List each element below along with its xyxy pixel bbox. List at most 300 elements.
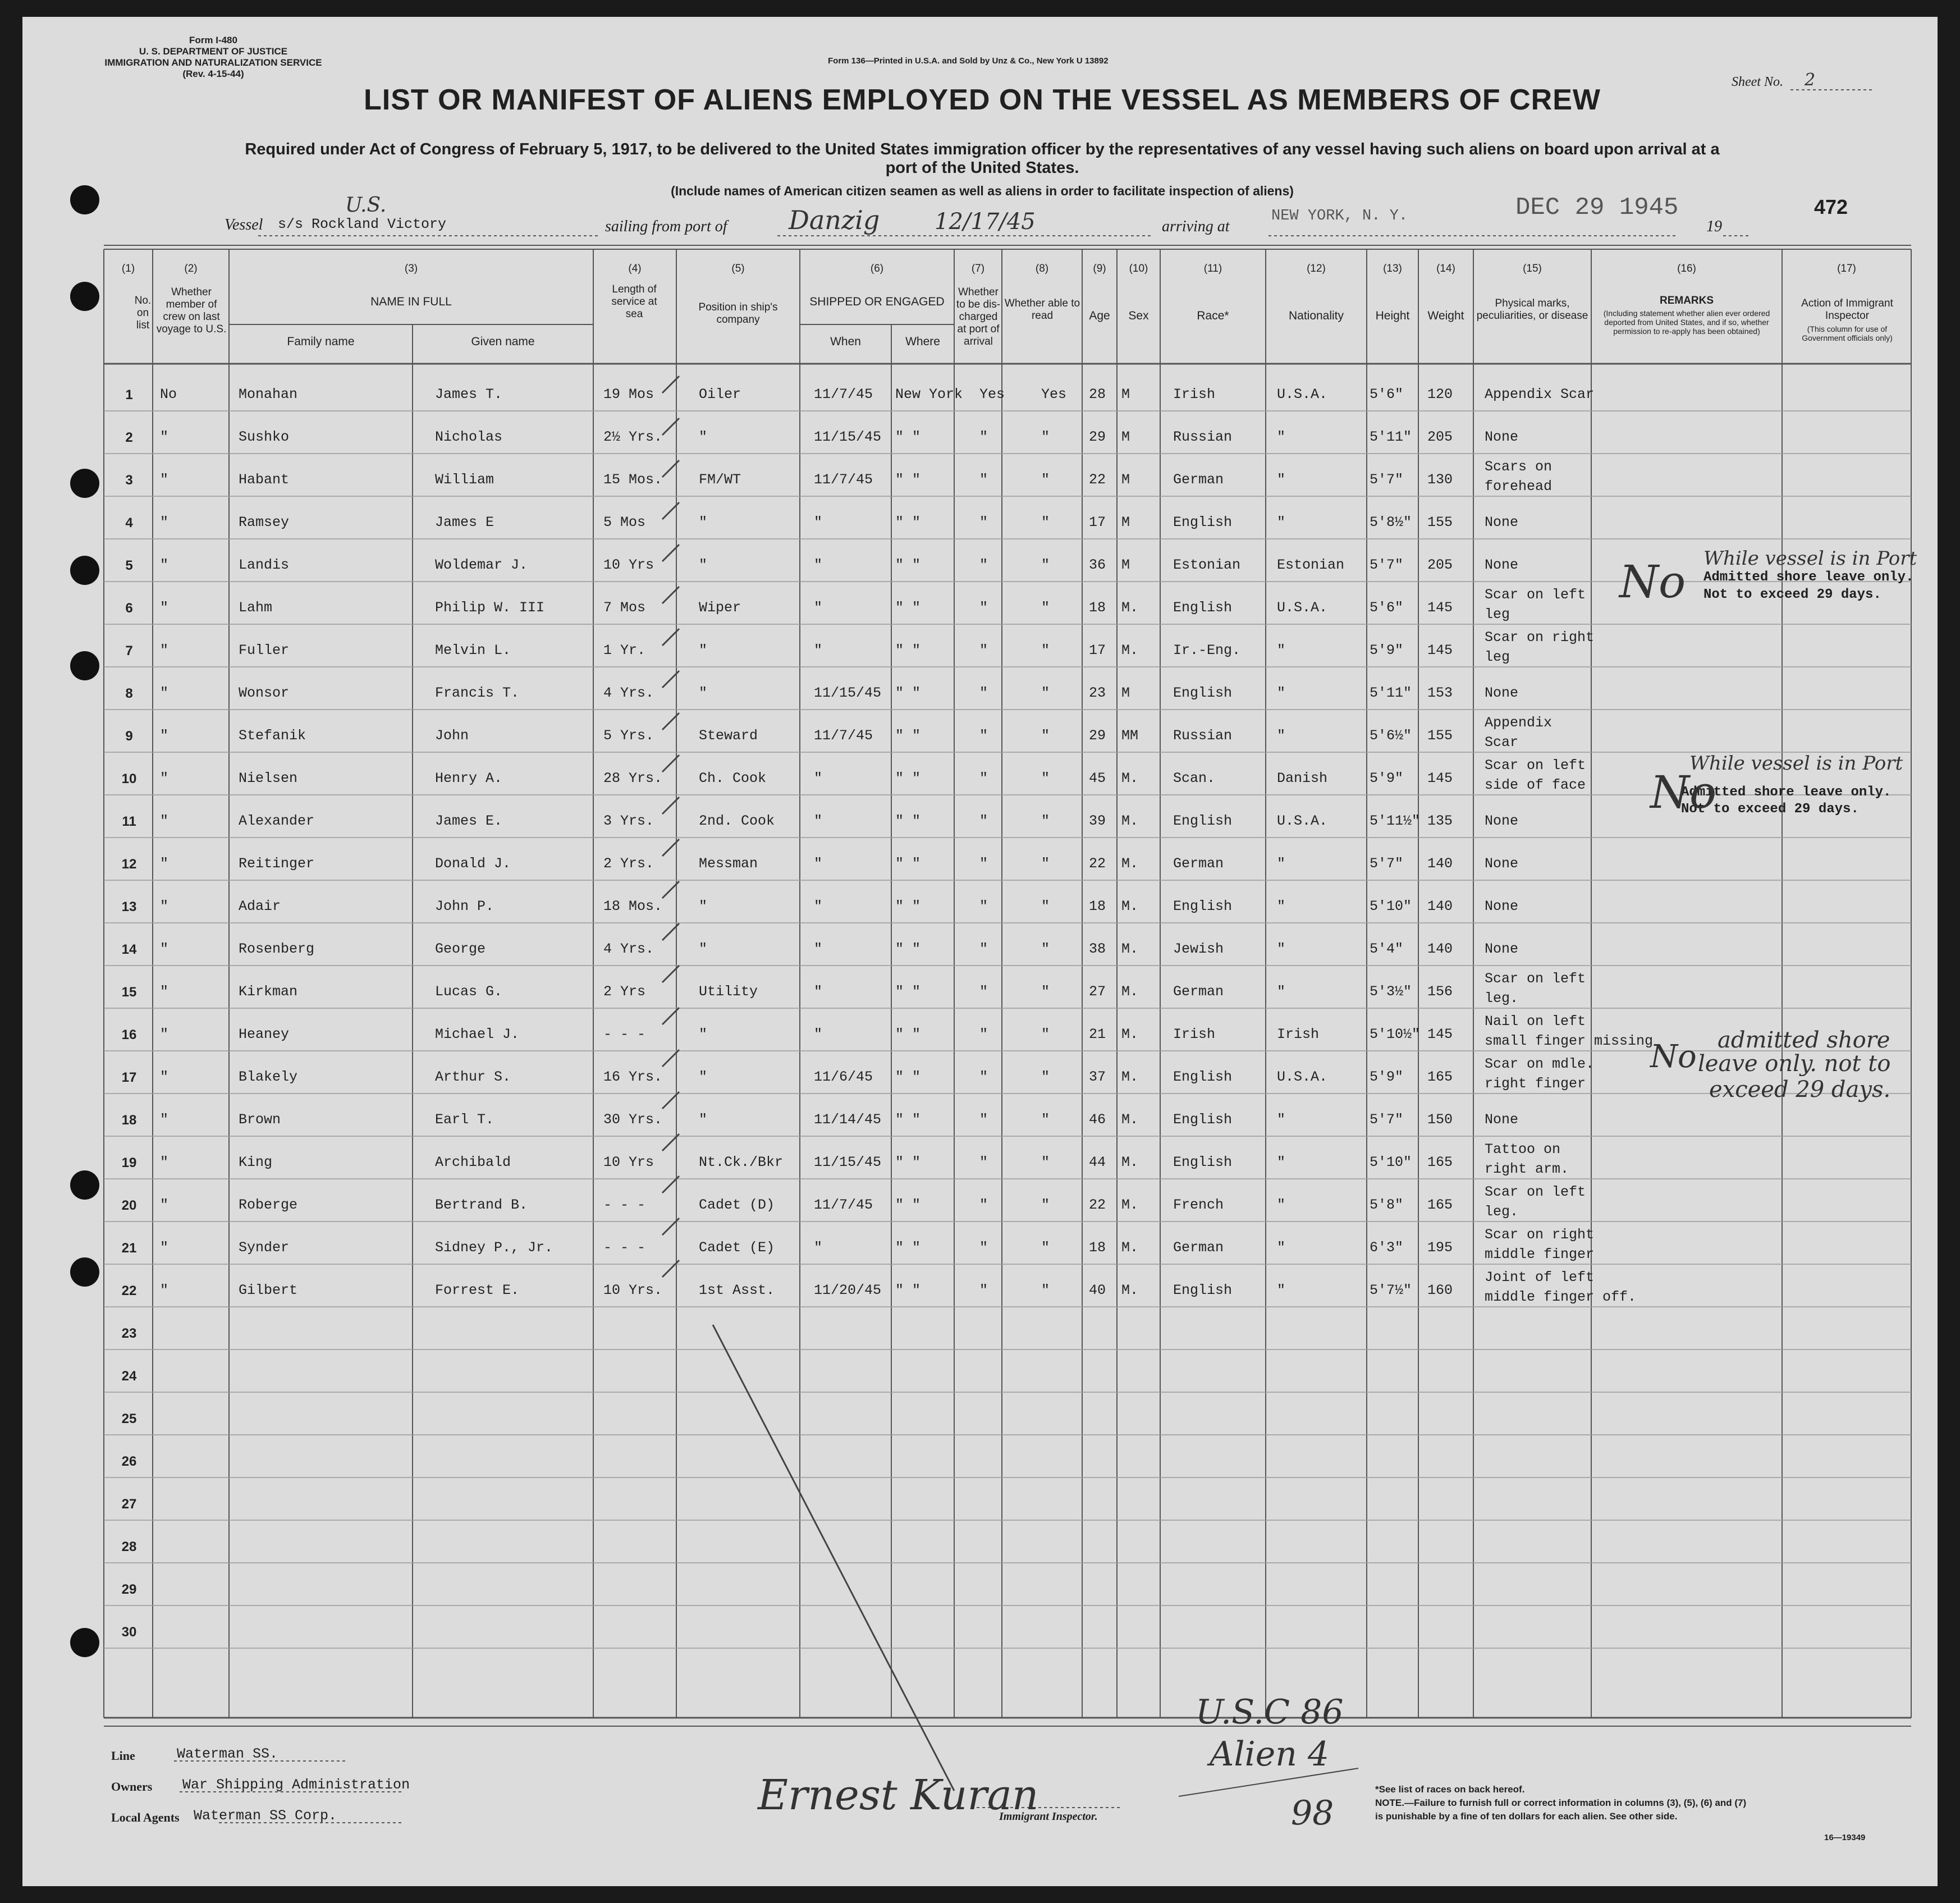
family-name-cell: Synder: [239, 1239, 290, 1256]
vessel-hand-note: U.S.: [345, 194, 387, 217]
shipped-when-cell: ": [814, 856, 823, 872]
row-number-empty: 28: [121, 1539, 137, 1554]
header-height: Height: [1375, 309, 1410, 322]
height-cell: 5'7": [1370, 1111, 1404, 1128]
prev-voyage-cell: ": [160, 813, 169, 829]
family-name-cell: Stefanik: [239, 728, 306, 744]
physical-marks-cell-line2: right finger: [1485, 1076, 1586, 1092]
shipped-where-cell: " ": [895, 983, 921, 1000]
race-cell: English: [1173, 600, 1233, 616]
able-to-read-cell: ": [1041, 856, 1050, 872]
age-cell: 36: [1089, 557, 1106, 573]
service-cell: 1 Yr.: [603, 642, 646, 658]
able-to-read-cell: ": [1041, 728, 1050, 744]
able-to-read-cell: ": [1041, 472, 1050, 488]
race-cell: English: [1173, 1111, 1233, 1128]
prev-voyage-cell: ": [160, 941, 169, 957]
physical-marks-cell: Scar on left: [1485, 1184, 1586, 1200]
nationality-cell: ": [1277, 1197, 1286, 1213]
sex-cell: M.: [1121, 1282, 1139, 1298]
arriving-label: arriving at: [1162, 218, 1230, 235]
nationality-cell: U.S.A.: [1277, 386, 1328, 402]
column-number: (9): [1093, 263, 1106, 275]
header-shipped-engaged: SHIPPED OR ENGAGED: [809, 295, 945, 308]
form-info: [95, 35, 331, 80]
position-cell: ": [699, 514, 708, 530]
shipped-when-cell: 11/7/45: [814, 1197, 873, 1213]
shipped-when-cell: 11/7/45: [814, 472, 873, 488]
discharged-cell: ": [979, 1069, 988, 1085]
physical-marks-cell-line2: small finger missing: [1485, 1033, 1654, 1049]
shipped-where-cell: " ": [895, 514, 921, 530]
service-cell: 30 Yrs.: [603, 1111, 663, 1128]
remark1-line1: Admitted shore leave only.: [1703, 570, 1914, 585]
header-physical-marks: Physical marks, peculiarities, or disease: [1476, 298, 1588, 322]
shipped-where-cell: " ": [895, 1239, 921, 1256]
shipped-when-cell: 11/6/45: [814, 1069, 873, 1085]
position-cell: ": [699, 557, 708, 573]
prev-voyage-cell: No: [160, 386, 177, 402]
position-cell: ": [699, 941, 708, 957]
weight-cell: 205: [1427, 429, 1453, 445]
height-cell: 5'11": [1370, 429, 1412, 445]
sex-cell: M: [1121, 557, 1130, 573]
physical-marks-cell: Scar on mdle.: [1485, 1056, 1595, 1072]
shipped-where-cell: " ": [895, 600, 921, 616]
able-to-read-cell: ": [1041, 1197, 1050, 1213]
department: U. S. DEPARTMENT OF JUSTICE: [139, 46, 288, 57]
vessel-label: Vessel: [225, 216, 263, 234]
shipped-where-cell: " ": [895, 429, 921, 445]
race-cell: Jewish: [1173, 941, 1224, 957]
sex-cell: M.: [1121, 1239, 1139, 1256]
given-name-cell: Philip W. III: [435, 600, 545, 616]
given-name-cell: Archibald: [435, 1154, 511, 1170]
nationality-cell: U.S.A.: [1277, 1069, 1328, 1085]
remark2-no: No: [1650, 766, 1717, 818]
column-number: (5): [731, 263, 745, 275]
sex-cell: M: [1121, 386, 1130, 402]
able-to-read-cell: ": [1041, 685, 1050, 701]
race-cell: German: [1173, 1239, 1224, 1256]
race-cell: English: [1173, 685, 1233, 701]
discharged-cell: ": [979, 941, 988, 957]
age-cell: 18: [1089, 1239, 1106, 1256]
header-action-note: (This column for use of Government officials only): [1802, 324, 1893, 342]
family-name-cell: Rosenberg: [239, 941, 315, 957]
race-cell: German: [1173, 856, 1224, 872]
column-number: (7): [971, 263, 985, 275]
prev-voyage-cell: ": [160, 514, 169, 530]
row-number: 4: [125, 515, 133, 530]
physical-marks-cell: None: [1485, 941, 1519, 957]
race-cell: English: [1173, 514, 1233, 530]
race-cell: Irish: [1173, 386, 1216, 402]
age-cell: 39: [1089, 813, 1106, 829]
column-number: (6): [870, 263, 884, 275]
discharged-cell: ": [979, 429, 988, 445]
physical-marks-cell: None: [1485, 898, 1519, 914]
inspector-label: Immigrant Inspector.: [999, 1810, 1098, 1823]
shipped-when-cell: 11/20/45: [814, 1282, 882, 1298]
weight-cell: 155: [1427, 728, 1453, 744]
height-cell: 5'8½": [1370, 514, 1412, 530]
row-number: 9: [125, 729, 133, 744]
row-number: 14: [121, 942, 137, 957]
prev-voyage-cell: ": [160, 557, 169, 573]
sex-cell: MM: [1121, 728, 1139, 744]
service-cell: 4 Yrs.: [603, 941, 654, 957]
nationality-cell: ": [1277, 472, 1286, 488]
weight-cell: 153: [1427, 685, 1453, 701]
able-to-read-cell: ": [1041, 429, 1050, 445]
shipped-when-cell: ": [814, 983, 823, 1000]
column-number: (15): [1523, 263, 1542, 275]
header-remarks: REMARKS: [1659, 295, 1714, 307]
header-last-voyage: Whether member of crew on last voyage to U.S.: [156, 286, 227, 335]
remark1-no: No: [1619, 556, 1686, 608]
footer-owners-value: War Shipping Administration: [182, 1777, 410, 1793]
prev-voyage-cell: ": [160, 600, 169, 616]
age-cell: 18: [1089, 898, 1106, 914]
discharged-cell: ": [979, 600, 988, 616]
shipped-where-cell: " ": [895, 472, 921, 488]
position-cell: ": [699, 1111, 708, 1128]
position-cell: Utility: [699, 983, 758, 1000]
sex-cell: M.: [1121, 983, 1139, 1000]
nationality-cell: ": [1277, 1239, 1286, 1256]
weight-cell: 155: [1427, 514, 1453, 530]
nationality-cell: ": [1277, 898, 1286, 914]
column-number: (12): [1307, 263, 1326, 275]
sex-cell: M: [1121, 685, 1130, 701]
shipped-where-cell: " ": [895, 1282, 921, 1298]
race-cell: Irish: [1173, 1026, 1216, 1042]
physical-marks-cell: Appendix Scar: [1485, 386, 1595, 402]
sex-cell: M.: [1121, 1111, 1139, 1128]
nationality-cell: ": [1277, 685, 1286, 701]
sailing-label: sailing from port of: [605, 218, 727, 235]
physical-marks-cell: None: [1485, 685, 1519, 701]
height-cell: 5'10": [1370, 1154, 1412, 1170]
shipped-where-cell: " ": [895, 685, 921, 701]
service-cell: 3 Yrs.: [603, 813, 654, 829]
height-cell: 5'11": [1370, 685, 1412, 701]
shipped-where-cell: " ": [895, 898, 921, 914]
height-cell: 5'8": [1370, 1197, 1404, 1213]
row-number: 20: [121, 1198, 137, 1213]
discharged-cell: ": [979, 813, 988, 829]
discharged-cell: ": [979, 514, 988, 530]
discharged-cell: ": [979, 983, 988, 1000]
given-name-cell: Melvin L.: [435, 642, 511, 658]
footer-line-value: Waterman SS.: [177, 1746, 278, 1762]
row-number: 11: [122, 814, 136, 829]
position-cell: Cadet (E): [699, 1239, 775, 1256]
race-cell: French: [1173, 1197, 1224, 1213]
row-number: 18: [121, 1113, 137, 1128]
family-name-cell: Lahm: [239, 600, 273, 616]
position-cell: ": [699, 685, 708, 701]
shipped-when-cell: ": [814, 557, 823, 573]
shipped-where-cell: " ": [895, 1154, 921, 1170]
remark3-line2: leave only. not to: [1698, 1051, 1891, 1077]
position-cell: ": [699, 642, 708, 658]
age-cell: 22: [1089, 1197, 1106, 1213]
given-name-cell: John: [435, 728, 469, 744]
shipped-where-cell: New York: [895, 386, 963, 402]
discharged-cell: ": [979, 1154, 988, 1170]
remark3-line1: admitted shore: [1718, 1027, 1890, 1053]
nationality-cell: ": [1277, 941, 1286, 957]
physical-marks-cell: Tattoo on: [1485, 1141, 1561, 1158]
shipped-where-cell: " ": [895, 642, 921, 658]
note-failure: NOTE.—Failure to furnish full or correct information in columns (3), (5), (6) and (7): [1375, 1797, 1747, 1808]
race-cell: Estonian: [1173, 557, 1241, 573]
weight-cell: 145: [1427, 600, 1453, 616]
height-cell: 5'9": [1370, 1069, 1404, 1085]
header-when: When: [830, 335, 861, 348]
column-number: (17): [1837, 263, 1856, 275]
header-age: Age: [1089, 309, 1110, 322]
nationality-cell: ": [1277, 1154, 1286, 1170]
discharged-cell: ": [979, 728, 988, 744]
able-to-read-cell: ": [1041, 557, 1050, 573]
able-to-read-cell: ": [1041, 898, 1050, 914]
race-cell: German: [1173, 472, 1224, 488]
service-cell: 10 Yrs.: [603, 1282, 663, 1298]
check-marks: [662, 376, 1358, 1796]
subtitle-line1: Required under Act of Congress of February 5, 1917, to be delivered to the United States immigration officer by the representatives of any vessel having such aliens on board upon arrival at a: [245, 140, 1720, 158]
footer-line-label: Line: [111, 1749, 135, 1763]
discharged-cell: ": [979, 1239, 988, 1256]
physical-marks-cell-line2: side of face: [1485, 777, 1586, 793]
able-to-read-cell: ": [1041, 1154, 1050, 1170]
race-cell: English: [1173, 898, 1233, 914]
given-name-cell: Forrest E.: [435, 1282, 520, 1298]
weight-cell: 145: [1427, 1026, 1453, 1042]
race-cell: Scan.: [1173, 770, 1216, 786]
service-cell: 5 Mos: [603, 514, 646, 530]
physical-marks-cell-line2: middle finger: [1485, 1246, 1595, 1262]
row-number: 7: [125, 643, 133, 658]
discharged-cell: ": [979, 1026, 988, 1042]
able-to-read-cell: ": [1041, 941, 1050, 957]
physical-marks-cell-line2: leg: [1485, 649, 1510, 665]
position-cell: FM/WT: [699, 472, 741, 488]
height-cell: 5'3½": [1370, 983, 1412, 1000]
row-number: 13: [121, 899, 137, 914]
header-weight: Weight: [1427, 309, 1464, 322]
nationality-cell: Danish: [1277, 770, 1328, 786]
page-number: 472: [1814, 195, 1848, 218]
header-given-name: Given name: [471, 335, 535, 348]
sheet-label: Sheet No.: [1732, 75, 1783, 89]
shipped-where-cell: " ": [895, 1026, 921, 1042]
discharged-cell: ": [979, 1111, 988, 1128]
height-cell: 5'9": [1370, 770, 1404, 786]
nationality-cell: U.S.A.: [1277, 813, 1328, 829]
age-cell: 18: [1089, 600, 1106, 616]
discharged-cell: ": [979, 856, 988, 872]
able-to-read-cell: ": [1041, 1026, 1050, 1042]
able-to-read-cell: ": [1041, 983, 1050, 1000]
year-label: 19: [1706, 218, 1722, 235]
discharged-cell: ": [979, 770, 988, 786]
family-name-cell: Wonsor: [239, 685, 290, 701]
position-cell: ": [699, 429, 708, 445]
physical-marks-cell: None: [1485, 429, 1519, 445]
shipped-when-cell: ": [814, 642, 823, 658]
service-cell: - - -: [603, 1026, 646, 1042]
weight-cell: 135: [1427, 813, 1453, 829]
prev-voyage-cell: ": [160, 770, 169, 786]
age-cell: 22: [1089, 856, 1106, 872]
vessel-name: s/s Rockland Victory: [278, 216, 447, 232]
nationality-cell: ": [1277, 728, 1286, 744]
age-cell: 45: [1089, 770, 1106, 786]
row-number: 12: [121, 857, 137, 872]
physical-marks-cell-line2: middle finger off.: [1485, 1289, 1637, 1305]
sex-cell: M: [1121, 429, 1130, 445]
prev-voyage-cell: ": [160, 856, 169, 872]
header-where: Where: [905, 335, 940, 348]
given-name-cell: James T.: [435, 386, 503, 402]
shipped-when-cell: 11/7/45: [814, 386, 873, 402]
family-name-cell: Kirkman: [239, 983, 298, 1000]
prev-voyage-cell: ": [160, 1026, 169, 1042]
able-to-read-cell: Yes: [1041, 386, 1067, 402]
able-to-read-cell: ": [1041, 770, 1050, 786]
weight-cell: 145: [1427, 642, 1453, 658]
sailing-port: Danzig: [789, 205, 880, 235]
header-action-inspector: Action of Immigrant Inspector: [1801, 298, 1893, 322]
shipped-when-cell: 11/15/45: [814, 1154, 882, 1170]
service-cell: 4 Yrs.: [603, 685, 654, 701]
row-number: 19: [121, 1155, 137, 1170]
shipped-when-cell: ": [814, 514, 823, 530]
position-cell: ": [699, 898, 708, 914]
able-to-read-cell: ": [1041, 600, 1050, 616]
weight-cell: 140: [1427, 856, 1453, 872]
shipped-when-cell: 11/15/45: [814, 429, 882, 445]
header-sex: Sex: [1128, 309, 1149, 322]
discharged-cell: ": [979, 1282, 988, 1298]
row-number: 5: [125, 558, 133, 573]
age-cell: 37: [1089, 1069, 1106, 1085]
service-cell: - - -: [603, 1197, 646, 1213]
height-cell: 5'6": [1370, 386, 1404, 402]
row-number-empty: 29: [121, 1582, 137, 1597]
family-name-cell: Ramsey: [239, 514, 290, 530]
physical-marks-cell: Nail on left: [1485, 1013, 1586, 1030]
height-cell: 5'7": [1370, 856, 1404, 872]
row-number: 2: [125, 430, 133, 445]
header-name-in-full: NAME IN FULL: [370, 295, 452, 308]
row-number: 8: [125, 686, 133, 701]
column-number: (11): [1203, 263, 1222, 275]
prev-voyage-cell: ": [160, 642, 169, 658]
age-cell: 44: [1089, 1154, 1106, 1170]
footer-owners-label: Owners: [111, 1780, 153, 1794]
remark2-line2: Not to exceed 29 days.: [1681, 802, 1859, 817]
physical-marks-cell: None: [1485, 557, 1519, 573]
page-title: LIST OR MANIFEST OF ALIENS EMPLOYED ON THE VESSEL AS MEMBERS OF CREW: [364, 84, 1601, 116]
row-number: 17: [121, 1070, 137, 1085]
weight-cell: 156: [1427, 983, 1453, 1000]
shipped-when-cell: ": [814, 600, 823, 616]
physical-marks-cell: None: [1485, 1111, 1519, 1128]
given-name-cell: James E.: [435, 813, 503, 829]
given-name-cell: Bertrand B.: [435, 1197, 528, 1213]
nationality-cell: ": [1277, 429, 1286, 445]
race-cell: German: [1173, 983, 1224, 1000]
position-cell: 1st Asst.: [699, 1282, 775, 1298]
service-name: IMMIGRATION AND NATURALIZATION SERVICE: [104, 57, 322, 68]
height-cell: 5'11½": [1370, 813, 1421, 829]
prev-voyage-cell: ": [160, 1282, 169, 1298]
sex-cell: M.: [1121, 1154, 1139, 1170]
shipped-when-cell: 11/7/45: [814, 728, 873, 744]
family-name-cell: Fuller: [239, 642, 290, 658]
given-name-cell: Henry A.: [435, 770, 503, 786]
column-number: (8): [1035, 263, 1049, 275]
weight-cell: 165: [1427, 1069, 1453, 1085]
height-cell: 5'4": [1370, 941, 1404, 957]
header-position: Position in ship's company: [698, 301, 778, 326]
weight-cell: 165: [1427, 1154, 1453, 1170]
height-cell: 5'7½": [1370, 1282, 1412, 1298]
weight-cell: 205: [1427, 557, 1453, 573]
service-cell: 28 Yrs.: [603, 770, 663, 786]
given-name-cell: George: [435, 941, 486, 957]
height-cell: 5'10": [1370, 898, 1412, 914]
sex-cell: M.: [1121, 600, 1139, 616]
age-cell: 27: [1089, 983, 1106, 1000]
header-no-on-list: No. on list: [134, 295, 152, 331]
weight-cell: 120: [1427, 386, 1453, 402]
given-name-cell: Michael J.: [435, 1026, 520, 1042]
family-name-cell: Alexander: [239, 813, 315, 829]
sex-cell: M.: [1121, 813, 1139, 829]
remark2-handwritten: While vessel is in Port: [1689, 752, 1903, 775]
weight-cell: 160: [1427, 1282, 1453, 1298]
physical-marks-cell: Joint of left: [1485, 1269, 1595, 1286]
discharged-cell: ": [979, 898, 988, 914]
physical-marks-cell: None: [1485, 856, 1519, 872]
able-to-read-cell: ": [1041, 1239, 1050, 1256]
row-number: 16: [121, 1027, 137, 1042]
given-name-cell: Donald J.: [435, 856, 511, 872]
shipped-where-cell: " ": [895, 557, 921, 573]
position-cell: Cadet (D): [699, 1197, 775, 1213]
physical-marks-cell-line2: leg.: [1485, 990, 1519, 1007]
age-cell: 17: [1089, 642, 1106, 658]
footer-agents-value: Waterman SS Corp.: [194, 1808, 337, 1824]
physical-marks-cell: None: [1485, 514, 1519, 530]
shipped-when-cell: ": [814, 813, 823, 829]
discharged-cell: ": [979, 1197, 988, 1213]
form-number: Form I-480: [189, 35, 237, 45]
position-cell: 2nd. Cook: [699, 813, 775, 829]
date-stamp: DEC 29 1945: [1515, 194, 1679, 222]
position-cell: Oiler: [699, 386, 741, 402]
given-name-cell: Earl T.: [435, 1111, 494, 1128]
given-name-cell: Lucas G.: [435, 983, 503, 1000]
weight-cell: 145: [1427, 770, 1453, 786]
row-number: 3: [125, 473, 133, 488]
column-number: (2): [184, 263, 198, 275]
